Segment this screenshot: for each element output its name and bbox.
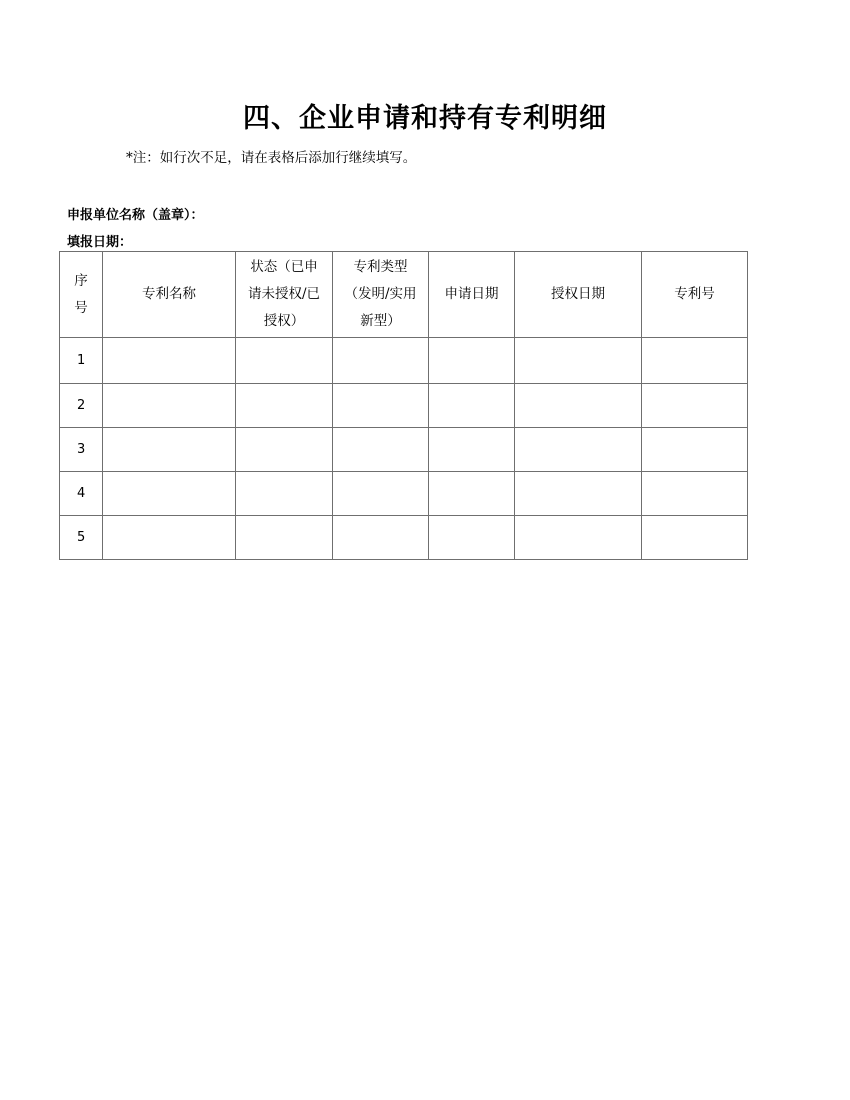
cell-patent-name[interactable] — [103, 384, 236, 428]
cell-patent-number[interactable] — [642, 428, 748, 472]
cell-patent-number[interactable] — [642, 338, 748, 384]
row-seq: 5 — [60, 516, 103, 560]
cell-status[interactable] — [236, 516, 333, 560]
cell-grant-date[interactable] — [515, 338, 642, 384]
row-seq: 1 — [60, 338, 103, 384]
applicant-unit-label: 申报单位名称（盖章）： — [67, 208, 204, 223]
table-row — [60, 516, 748, 560]
row-seq: 3 — [60, 428, 103, 472]
row-seq: 2 — [60, 384, 103, 428]
cell-apply-date[interactable] — [429, 338, 515, 384]
fill-note: *注：如行次不足，请在表格后添加行继续填写。 — [126, 150, 417, 166]
header-patent-number: 专利号 — [642, 252, 748, 338]
cell-patent-name[interactable] — [103, 472, 236, 516]
table-row — [60, 472, 748, 516]
cell-status[interactable] — [236, 472, 333, 516]
cell-patent-type[interactable] — [333, 472, 429, 516]
cell-apply-date[interactable] — [429, 516, 515, 560]
cell-patent-number[interactable] — [642, 384, 748, 428]
cell-apply-date[interactable] — [429, 472, 515, 516]
header-status: 状态（已申请未授权/已授权） — [236, 252, 333, 338]
fill-date-label: 填报日期： — [67, 235, 133, 250]
cell-status[interactable] — [236, 338, 333, 384]
header-patent-name: 专利名称 — [103, 252, 236, 338]
cell-status[interactable] — [236, 384, 333, 428]
row-seq: 4 — [60, 472, 103, 516]
cell-patent-number[interactable] — [642, 472, 748, 516]
header-patent-type: 专利类型（发明/实用新型） — [333, 252, 429, 338]
cell-grant-date[interactable] — [515, 384, 642, 428]
table-row — [60, 338, 748, 384]
cell-grant-date[interactable] — [515, 516, 642, 560]
cell-patent-name[interactable] — [103, 428, 236, 472]
table-row — [60, 428, 748, 472]
table-header-row — [60, 252, 748, 338]
cell-apply-date[interactable] — [429, 428, 515, 472]
cell-patent-type[interactable] — [333, 516, 429, 560]
cell-patent-name[interactable] — [103, 516, 236, 560]
header-apply-date: 申请日期 — [429, 252, 515, 338]
header-grant-date: 授权日期 — [515, 252, 642, 338]
cell-patent-number[interactable] — [642, 516, 748, 560]
patent-table — [59, 251, 748, 560]
page-title: 四、企业申请和持有专利明细 — [243, 103, 607, 134]
cell-apply-date[interactable] — [429, 384, 515, 428]
cell-grant-date[interactable] — [515, 472, 642, 516]
cell-patent-type[interactable] — [333, 338, 429, 384]
cell-grant-date[interactable] — [515, 428, 642, 472]
cell-patent-name[interactable] — [103, 338, 236, 384]
cell-patent-type[interactable] — [333, 428, 429, 472]
header-seq: 序号 — [60, 252, 103, 338]
cell-patent-type[interactable] — [333, 384, 429, 428]
cell-status[interactable] — [236, 428, 333, 472]
table-row — [60, 384, 748, 428]
